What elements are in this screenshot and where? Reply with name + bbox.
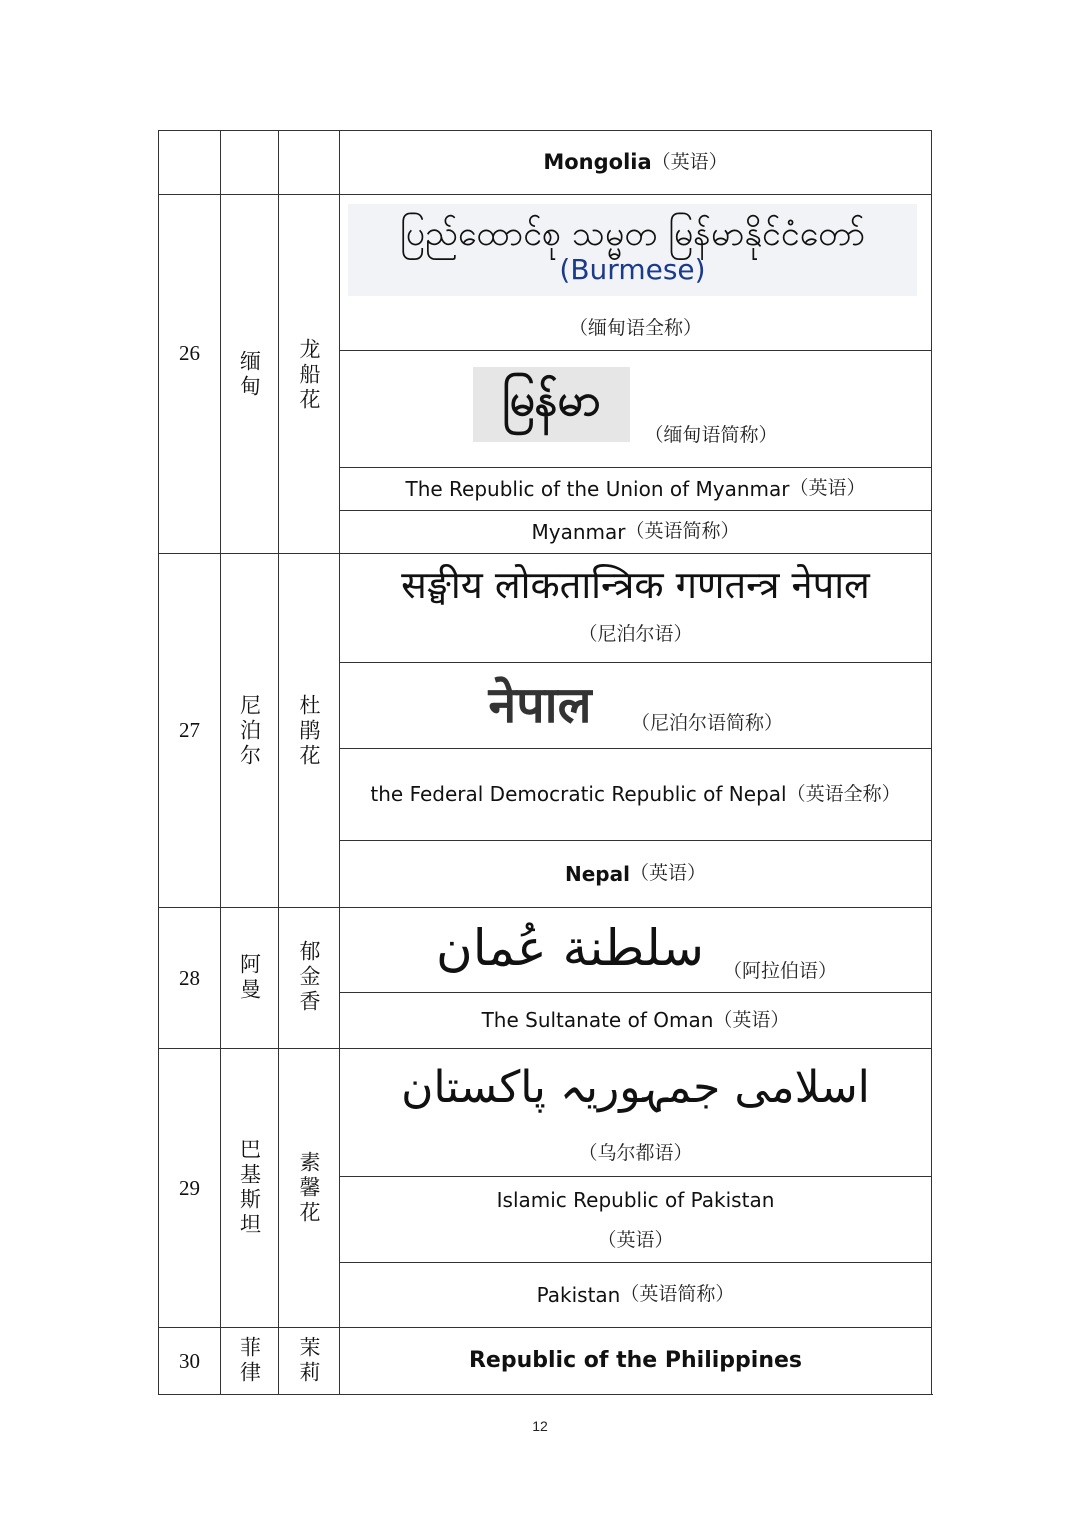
flower-name xyxy=(279,1142,339,1234)
table-line xyxy=(158,907,932,908)
table-line xyxy=(158,1048,932,1049)
row-number: 28 xyxy=(179,965,200,990)
country-name-text: 菲律 xyxy=(237,1336,262,1386)
country-name xyxy=(221,940,278,1015)
language-note: （英语全称） xyxy=(786,782,901,805)
pakistan-english-full-cell xyxy=(340,1177,931,1262)
flower-name-text: 素馨花 xyxy=(297,1150,321,1226)
flower-name xyxy=(279,1328,339,1394)
row-number: 27 xyxy=(179,718,200,743)
pakistan-english-short-cell xyxy=(340,1263,931,1327)
english-name: The Republic of the Union of Myanmar xyxy=(405,476,790,501)
language-note: （英语） xyxy=(713,1008,790,1031)
nepali-short-name: नेपाल xyxy=(488,676,592,735)
flower-name-text: 茉莉 xyxy=(297,1336,321,1386)
english-name: the Federal Democratic Republic of Nepal xyxy=(370,782,787,806)
flower-name-text: 杜鹃花 xyxy=(297,693,321,769)
table-line xyxy=(158,194,932,195)
english-name: Mongolia xyxy=(543,150,652,175)
oman-english-cell xyxy=(340,993,931,1048)
page-number: 12 xyxy=(532,1418,548,1434)
burmese-short-name-image xyxy=(473,367,630,442)
language-note: （英语） xyxy=(789,477,866,500)
burmese-full-name-image xyxy=(348,204,917,296)
nepali-full-name: सङ्घीय लोकतान्त्रिक गणतन्त्र नेपाल xyxy=(401,563,870,608)
arabic-full-note: （阿拉伯语） xyxy=(722,960,837,983)
table-line xyxy=(158,553,932,554)
english-name: Pakistan xyxy=(536,1282,621,1307)
english-name: Nepal xyxy=(565,861,630,886)
table-line xyxy=(931,130,932,1395)
burmese-full-name: ပြည်ထောင်စု သမ္မတ မြန်မာနိုင်ငံတော် xyxy=(399,214,866,254)
flower-name xyxy=(279,328,339,423)
flower-name-text: 郁金香 xyxy=(297,940,321,1015)
language-note: （英语） xyxy=(597,1228,674,1251)
language-note: （英语简称） xyxy=(620,1283,735,1306)
english-name: The Sultanate of Oman xyxy=(481,1008,714,1032)
country-name xyxy=(221,1130,278,1245)
burmese-short-note: （缅甸语简称） xyxy=(644,424,778,447)
table-line xyxy=(158,1394,933,1395)
urdu-full-note: （乌尔都语） xyxy=(578,1142,693,1165)
philippines-english-name: Republic of the Philippines xyxy=(468,1348,803,1374)
country-name-text: 缅甸 xyxy=(237,350,262,400)
table-line xyxy=(340,350,932,351)
urdu-full-name: اسلامی جمہوریہ پاکستان xyxy=(401,1061,870,1113)
flower-name-text: 龙船花 xyxy=(297,338,321,413)
burmese-full-note: （缅甸语全称） xyxy=(568,317,702,340)
nepal-english-short-cell xyxy=(340,841,931,907)
language-note: （英语） xyxy=(651,150,728,173)
country-name-text: 尼泊尔 xyxy=(237,693,262,769)
myanmar-english-short-cell xyxy=(340,511,931,553)
table-line xyxy=(340,662,932,663)
nepali-short-note: （尼泊尔语简称） xyxy=(630,712,783,735)
nepal-english-full-cell xyxy=(340,749,931,840)
country-name xyxy=(221,1328,278,1394)
flower-name xyxy=(279,930,339,1025)
nepali-full-note: （尼泊尔语） xyxy=(578,623,693,646)
row-number: 26 xyxy=(179,340,200,365)
country-name-text: 巴基斯坦 xyxy=(237,1137,262,1238)
flower-name xyxy=(279,685,339,777)
burmese-caption: (Burmese) xyxy=(559,253,706,286)
mongolia-english-cell xyxy=(340,131,931,194)
myanmar-english-full-cell xyxy=(340,468,931,510)
row-number: 29 xyxy=(179,1175,200,1200)
country-name-text: 阿曼 xyxy=(237,952,262,1003)
burmese-short-name: မြန်မာ xyxy=(502,374,601,426)
arabic-full-name: سلطنة عُمان xyxy=(436,919,704,978)
language-note: （英语简称） xyxy=(625,520,740,543)
english-name: Myanmar xyxy=(531,519,626,544)
language-note: （英语） xyxy=(629,862,706,885)
english-name: Islamic Republic of Pakistan xyxy=(496,1187,775,1212)
country-name xyxy=(221,335,278,415)
country-name xyxy=(221,685,278,777)
row-number: 30 xyxy=(179,1348,200,1373)
